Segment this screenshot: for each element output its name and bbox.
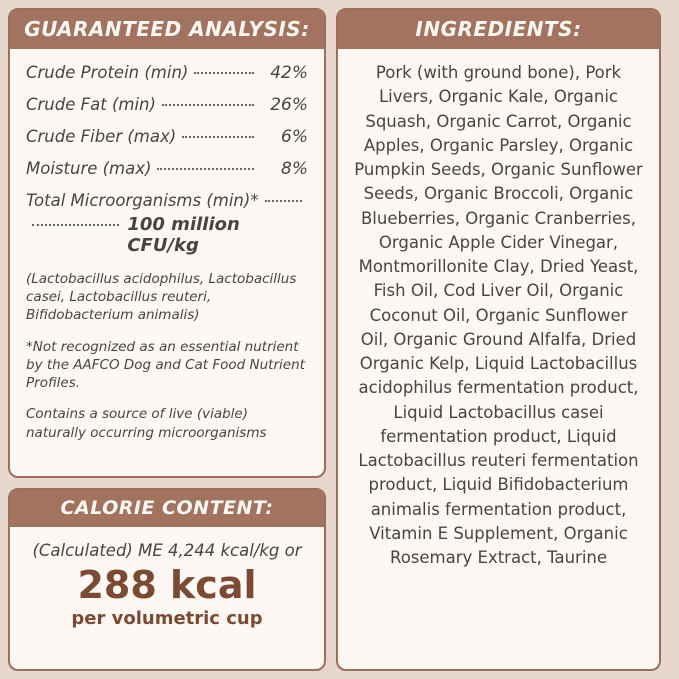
- dot-leader: [162, 104, 254, 106]
- left-column: [8, 8, 326, 671]
- table-row: [26, 95, 308, 115]
- dot-leader: [194, 72, 254, 74]
- dot-leader: [157, 168, 254, 170]
- nutrient-label: Crude Fiber (max): [26, 127, 177, 146]
- guaranteed-analysis-panel: [8, 8, 326, 478]
- nutrient-value: 26%: [270, 95, 308, 115]
- calorie-content-panel: [8, 488, 326, 671]
- calorie-content-header: CALORIE CONTENT:: [10, 490, 324, 527]
- table-row: [26, 63, 308, 83]
- strains-note: (Lactobacillus acidophilus, Lactobacillus casei, Lactobacillus reuteri, Bifidobacterium animalis): [26, 271, 297, 324]
- nutrient-value: 42%: [270, 63, 308, 83]
- ingredients-header: INGREDIENTS:: [338, 10, 659, 49]
- ingredients-text: Pork (with ground bone), Pork Livers, Organic Kale, Organic Squash, Organic Carrot, Organic Apples, Organic Parsley, Organic Pumpkin Seeds, Organic Sunflower Seeds, Organic Broccoli, Organic Blueberries, Organic Cranberries, Organic Apple Cider Vinegar, Montmorillonite Clay, Dried Yeast, Fish Oil, Cod Liver Oil, Organic Coconut Oil, Organic Sunflower Oil, Organic Ground Alfalfa, Dried Organic Kelp, Liquid Lactobacillus acidophilus fermentation product, Liquid Lactobacillus casei fermentation product, Liquid Lactobacillus reuteri fermentation product, Liquid Bifidobacterium animalis fermentation product, Vitamin E Supplement, Organic Rosemary Extract, Taurine: [354, 63, 643, 567]
- nutrient-label: Crude Protein (min): [26, 63, 189, 82]
- cfu-row: [26, 214, 308, 256]
- table-row-microorganisms: [26, 191, 308, 210]
- table-row: [26, 159, 308, 179]
- table-row: [26, 127, 308, 147]
- nutrient-value: 8%: [281, 159, 308, 179]
- live-microorganisms-note: Contains a source of live (viable) naturally occurring microorganisms: [26, 406, 267, 441]
- dot-leader: [32, 224, 119, 226]
- calorie-big-value: 288 kcal: [77, 563, 257, 607]
- cfu-value: 100 million CFU/kg: [127, 214, 240, 256]
- calorie-unit-line: per volumetric cup: [71, 607, 263, 629]
- calorie-content-body: [10, 527, 324, 639]
- nutrient-label: Crude Fat (min): [26, 95, 156, 114]
- nutrient-label: Moisture (max): [26, 159, 152, 178]
- ingredients-panel: [336, 8, 661, 671]
- nutrient-value: 6%: [281, 127, 308, 147]
- dot-leader: [265, 200, 302, 202]
- microorganisms-label: Total Microorganisms (min)*: [26, 191, 259, 210]
- calculated-me-line: (Calculated) ME 4,244 kcal/kg or: [32, 541, 302, 560]
- right-column: [336, 8, 661, 671]
- dot-leader: [182, 136, 254, 138]
- guaranteed-analysis-body: [10, 49, 324, 463]
- asterisk-note: *Not recognized as an essential nutrient by the AAFCO Dog and Cat Food Nutrient Profiles.: [26, 338, 305, 392]
- guaranteed-analysis-header: GUARANTEED ANALYSIS:: [10, 10, 324, 49]
